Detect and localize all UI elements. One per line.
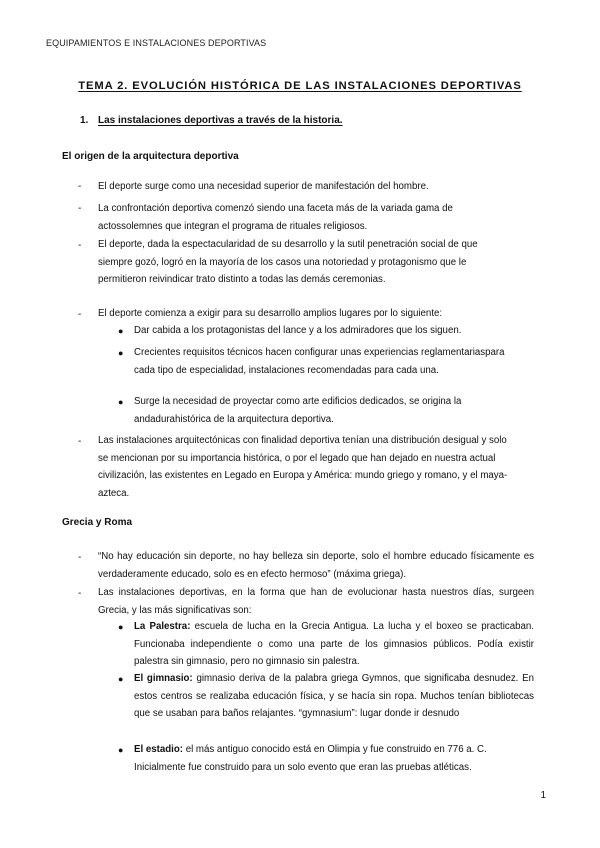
list-item: La confrontación deportiva comenzó siendo una faceta más de la variada gama de actossolemnes que integran el programa de rituales religiosos.: [98, 203, 453, 232]
sub-list-item: [134, 618, 534, 671]
greece-heading: Grecia y Roma: [62, 517, 133, 528]
quote-item: “No hay educación sin deporte, no hay belleza sin deporte, solo el hombre educado físicamente es verdaderamente educado, solo es en efecto hermoso” (máxima griega).: [98, 551, 534, 580]
term: La Palestra:: [134, 621, 191, 632]
page-number: 1: [540, 790, 546, 801]
dash-marker: -: [78, 588, 82, 599]
bullet-marker: ●: [118, 745, 124, 755]
page-header: EQUIPAMIENTOS E INSTALACIONES DEPORTIVAS: [46, 38, 267, 48]
origin-heading: El origen de la arquitectura deportiva: [62, 151, 239, 162]
dash-marker: -: [78, 203, 82, 214]
bullet-marker: ●: [118, 622, 124, 632]
definition: escuela de lucha en la Grecia Antigua. La lucha y el boxeo se practicaban. Funcionaba independiente o como una parte de los gimnasios públicos. Podía existir palestra sin gimnasio, pero no gimnasio sin palestra.: [134, 621, 534, 667]
list-item: El deporte, dada la espectacularidad de su desarrollo y la sutil penetración social de que siempre gozó, logró en la mayoría de los casos una notoriedad y protagonismo que le permitieron reivindicar trato distinto a todas las demás ceremonias.: [98, 239, 478, 285]
section-heading: [80, 115, 343, 126]
intro-item: Las instalaciones deportivas, en la forma que han de evolucionar hasta nuestros días, surgeen Grecia, y las más significativas son:: [98, 587, 534, 616]
bullet-marker: ●: [118, 397, 124, 407]
dash-marker: -: [78, 309, 82, 320]
definition: el más antiguo conocido está en Olimpia y fue construido en 776 a. C. Inicialmente fue construido para un solo evento que eran las pruebas atléticas.: [134, 744, 487, 773]
document-title: TEMA 2. EVOLUCIÓN HISTÓRICA DE LAS INSTALACIONES DEPORTIVAS: [78, 80, 522, 92]
bullet-marker: ●: [118, 348, 124, 358]
bullet-marker: ●: [118, 674, 124, 684]
dash-marker: -: [78, 240, 82, 251]
list-item: Las instalaciones arquitectónicas con finalidad deportiva tenían una distribución desigual y solo se mencionan por su importancia histórica, o por el legado que han dejado en nuestra actual civilización, las existentes en Legado en Europa y América: mundo griego y romano, y el maya-azteca.: [98, 435, 508, 499]
sub-list-item: Dar cabida a los protagonistas del lance y a los admiradores que los siguen.: [134, 325, 462, 336]
section-label: Las instalaciones deportivas a través de la historia.: [98, 115, 343, 126]
dash-marker: -: [78, 181, 82, 192]
list-item: El deporte comienza a exigir para su desarrollo amplios lugares por lo siguiente:: [98, 308, 443, 319]
sub-list-item: Surge la necesidad de proyectar como arte edificios dedicados, se origina la andadurahistórica de la arquitectura deportiva.: [134, 396, 462, 425]
term: El estadio:: [134, 744, 183, 755]
list-item: El deporte surge como una necesidad superior de manifestación del hombre.: [98, 181, 429, 192]
definition: gimnasio deriva de la palabra griega Gymnos, que significaba desnudez. En estos centros se realizaba educación física, y se hacía sin ropa. Muchos tenían bibliotecas que se usaban para baños relajantes. “gymnasium”: lugar donde ir desnudo: [134, 673, 534, 719]
dash-marker: -: [78, 436, 82, 447]
sub-list-item: [134, 741, 534, 776]
sub-list-item: [134, 670, 534, 723]
bullet-marker: ●: [118, 326, 124, 336]
term: El gimnasio:: [134, 673, 193, 684]
sub-list-item: Crecientes requisitos técnicos hacen configurar unas experiencias reglamentariaspara cada tipo de especialidad, instalaciones recomendadas para cada una.: [134, 347, 505, 376]
dash-marker: -: [78, 552, 82, 563]
section-number: 1.: [80, 115, 89, 126]
